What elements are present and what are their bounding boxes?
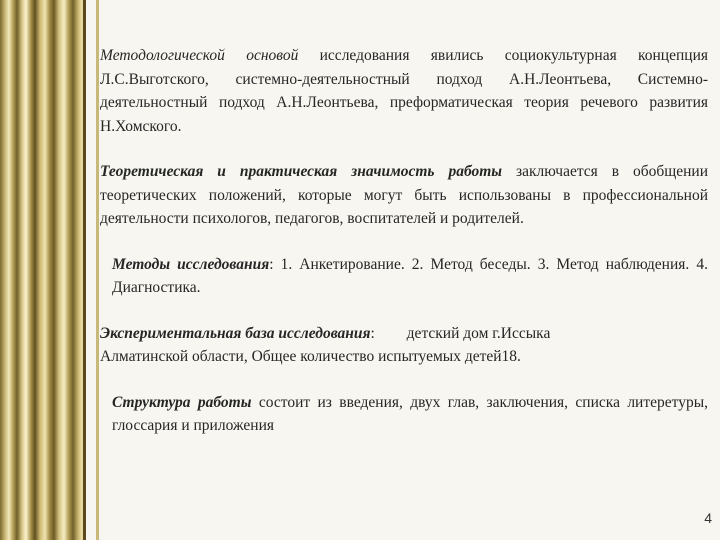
significance-lead: Теоретическая и практическая значимость работы [100, 163, 503, 180]
methodology-lead-word-2: основой [246, 47, 299, 64]
experimental-base-lead: Экспериментальная база исследования [100, 324, 371, 342]
paragraph-significance [100, 160, 708, 231]
experimental-base-text: Алматинской области, Общее количество испытуемых детей18. [100, 348, 521, 365]
experimental-base-colon: : [370, 324, 375, 342]
methods-lead: Методы исследования [112, 255, 270, 273]
paragraph-methods [100, 253, 708, 300]
significance-text: заключается в обобщении теоретических положений, которые могут быть использованы в профессиональной деятельности психологов, педагогов, воспитателей и родителей. [100, 163, 709, 227]
structure-lead: Структура работы [112, 393, 252, 411]
paragraph-methodology [100, 44, 708, 138]
slide-content [100, 44, 708, 438]
methods-text: : 1. Анкетирование. 2. Метод беседы. 3. Метод наблюдения. 4. Диагностика. [112, 255, 708, 296]
methodology-lead-word-1: Методологической [100, 47, 225, 64]
structure-text: состоит из введения, двух глав, заключения, списка литеретуры, глоссария и приложения [112, 393, 708, 434]
paragraph-experimental-base [100, 322, 708, 369]
methodology-text: исследования явились социокультурная концепция Л.С.Выготского, системно-деятельностный подход А.Н.Леонтьева, Системно-деятельностный подход А.Н.Леонтьева, преформатическая теория речевого развития Н.Хомского. [100, 47, 709, 135]
decorative-gold-border [0, 0, 86, 540]
decorative-divider-line [96, 0, 99, 540]
experimental-base-value: детский дом г.Иссыка [406, 324, 551, 342]
paragraph-structure [100, 391, 708, 438]
page-number: 4 [704, 510, 712, 526]
